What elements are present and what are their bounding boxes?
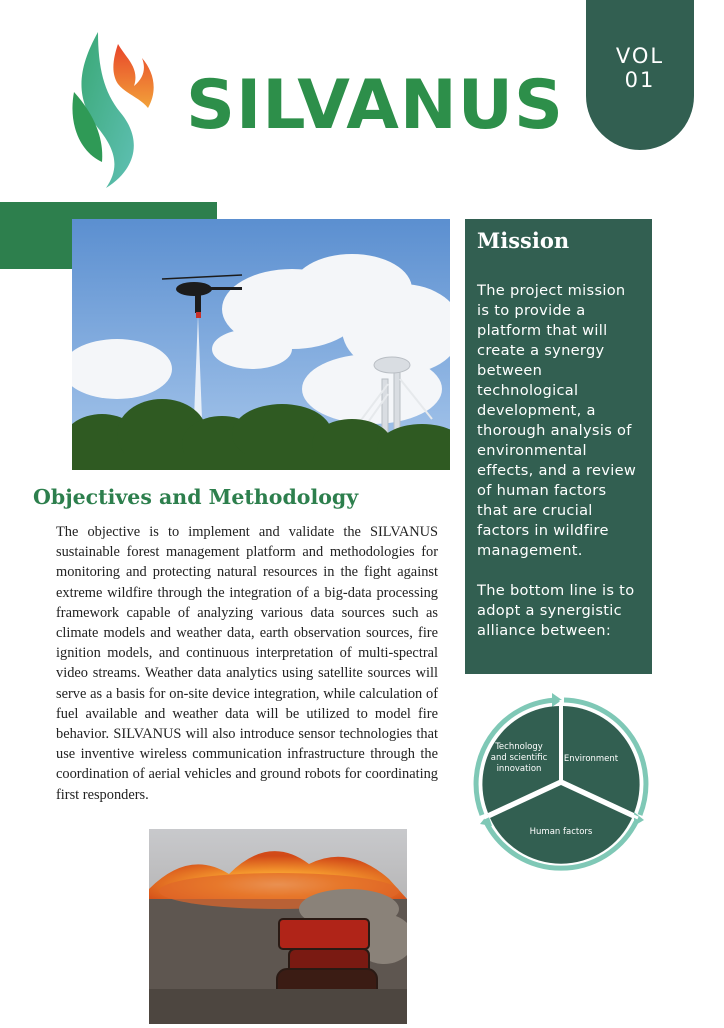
mission-title: Mission — [477, 228, 570, 253]
fire-robot-photo — [149, 829, 407, 1024]
volume-label: VOL — [615, 44, 665, 68]
mission-paragraph: The project mission is to provide a platform that will create a synergy between technological development, a thorough analysis of environmental effects, and a review of human factors that are crucial factors in wildfire management. — [477, 282, 637, 559]
synergy-cycle-diagram — [466, 690, 656, 880]
mission-box — [465, 219, 652, 674]
segment-label-tech-3: innovation — [496, 764, 542, 774]
volume-tab — [586, 0, 694, 150]
segment-label-tech-2: and scientific — [490, 753, 548, 763]
helicopter-photo — [72, 219, 450, 470]
segment-label-environment: Environment — [563, 754, 619, 764]
segment-label-tech-1: Technology — [495, 742, 543, 752]
silvanus-logo-icon — [68, 28, 160, 190]
segment-label-human: Human factors — [529, 827, 593, 837]
brand-title: SILVANUS — [186, 66, 564, 145]
objectives-body: The objective is to implement and validate the SILVANUS sustainable forest management platform and methodologies for monitoring and protecting natural resources in the fight against extreme wildfire through the integration of a big-data processing framework capable of analyzing various data sources such as climate models and weather data, earth observation sources, fire ignition models, and continuous interpretation of multi-spectral video streams. Weather data analytics using satellite sources will serve as a basis for on-site device integration, while calculation of fuel available and weather data will be utilized to model fire behavior. SILVANUS will also introduce sensor technologies that use inventive wireless communication infrastructure through the coordination of aerial vehicles and ground robots for coordinating first responders. — [56, 524, 438, 803]
mission-bottom-line: The bottom line is to adopt a synergistic alliance between: — [477, 582, 635, 639]
objectives-heading: Objectives and Methodology — [33, 485, 359, 509]
volume-number: 01 — [624, 68, 656, 92]
